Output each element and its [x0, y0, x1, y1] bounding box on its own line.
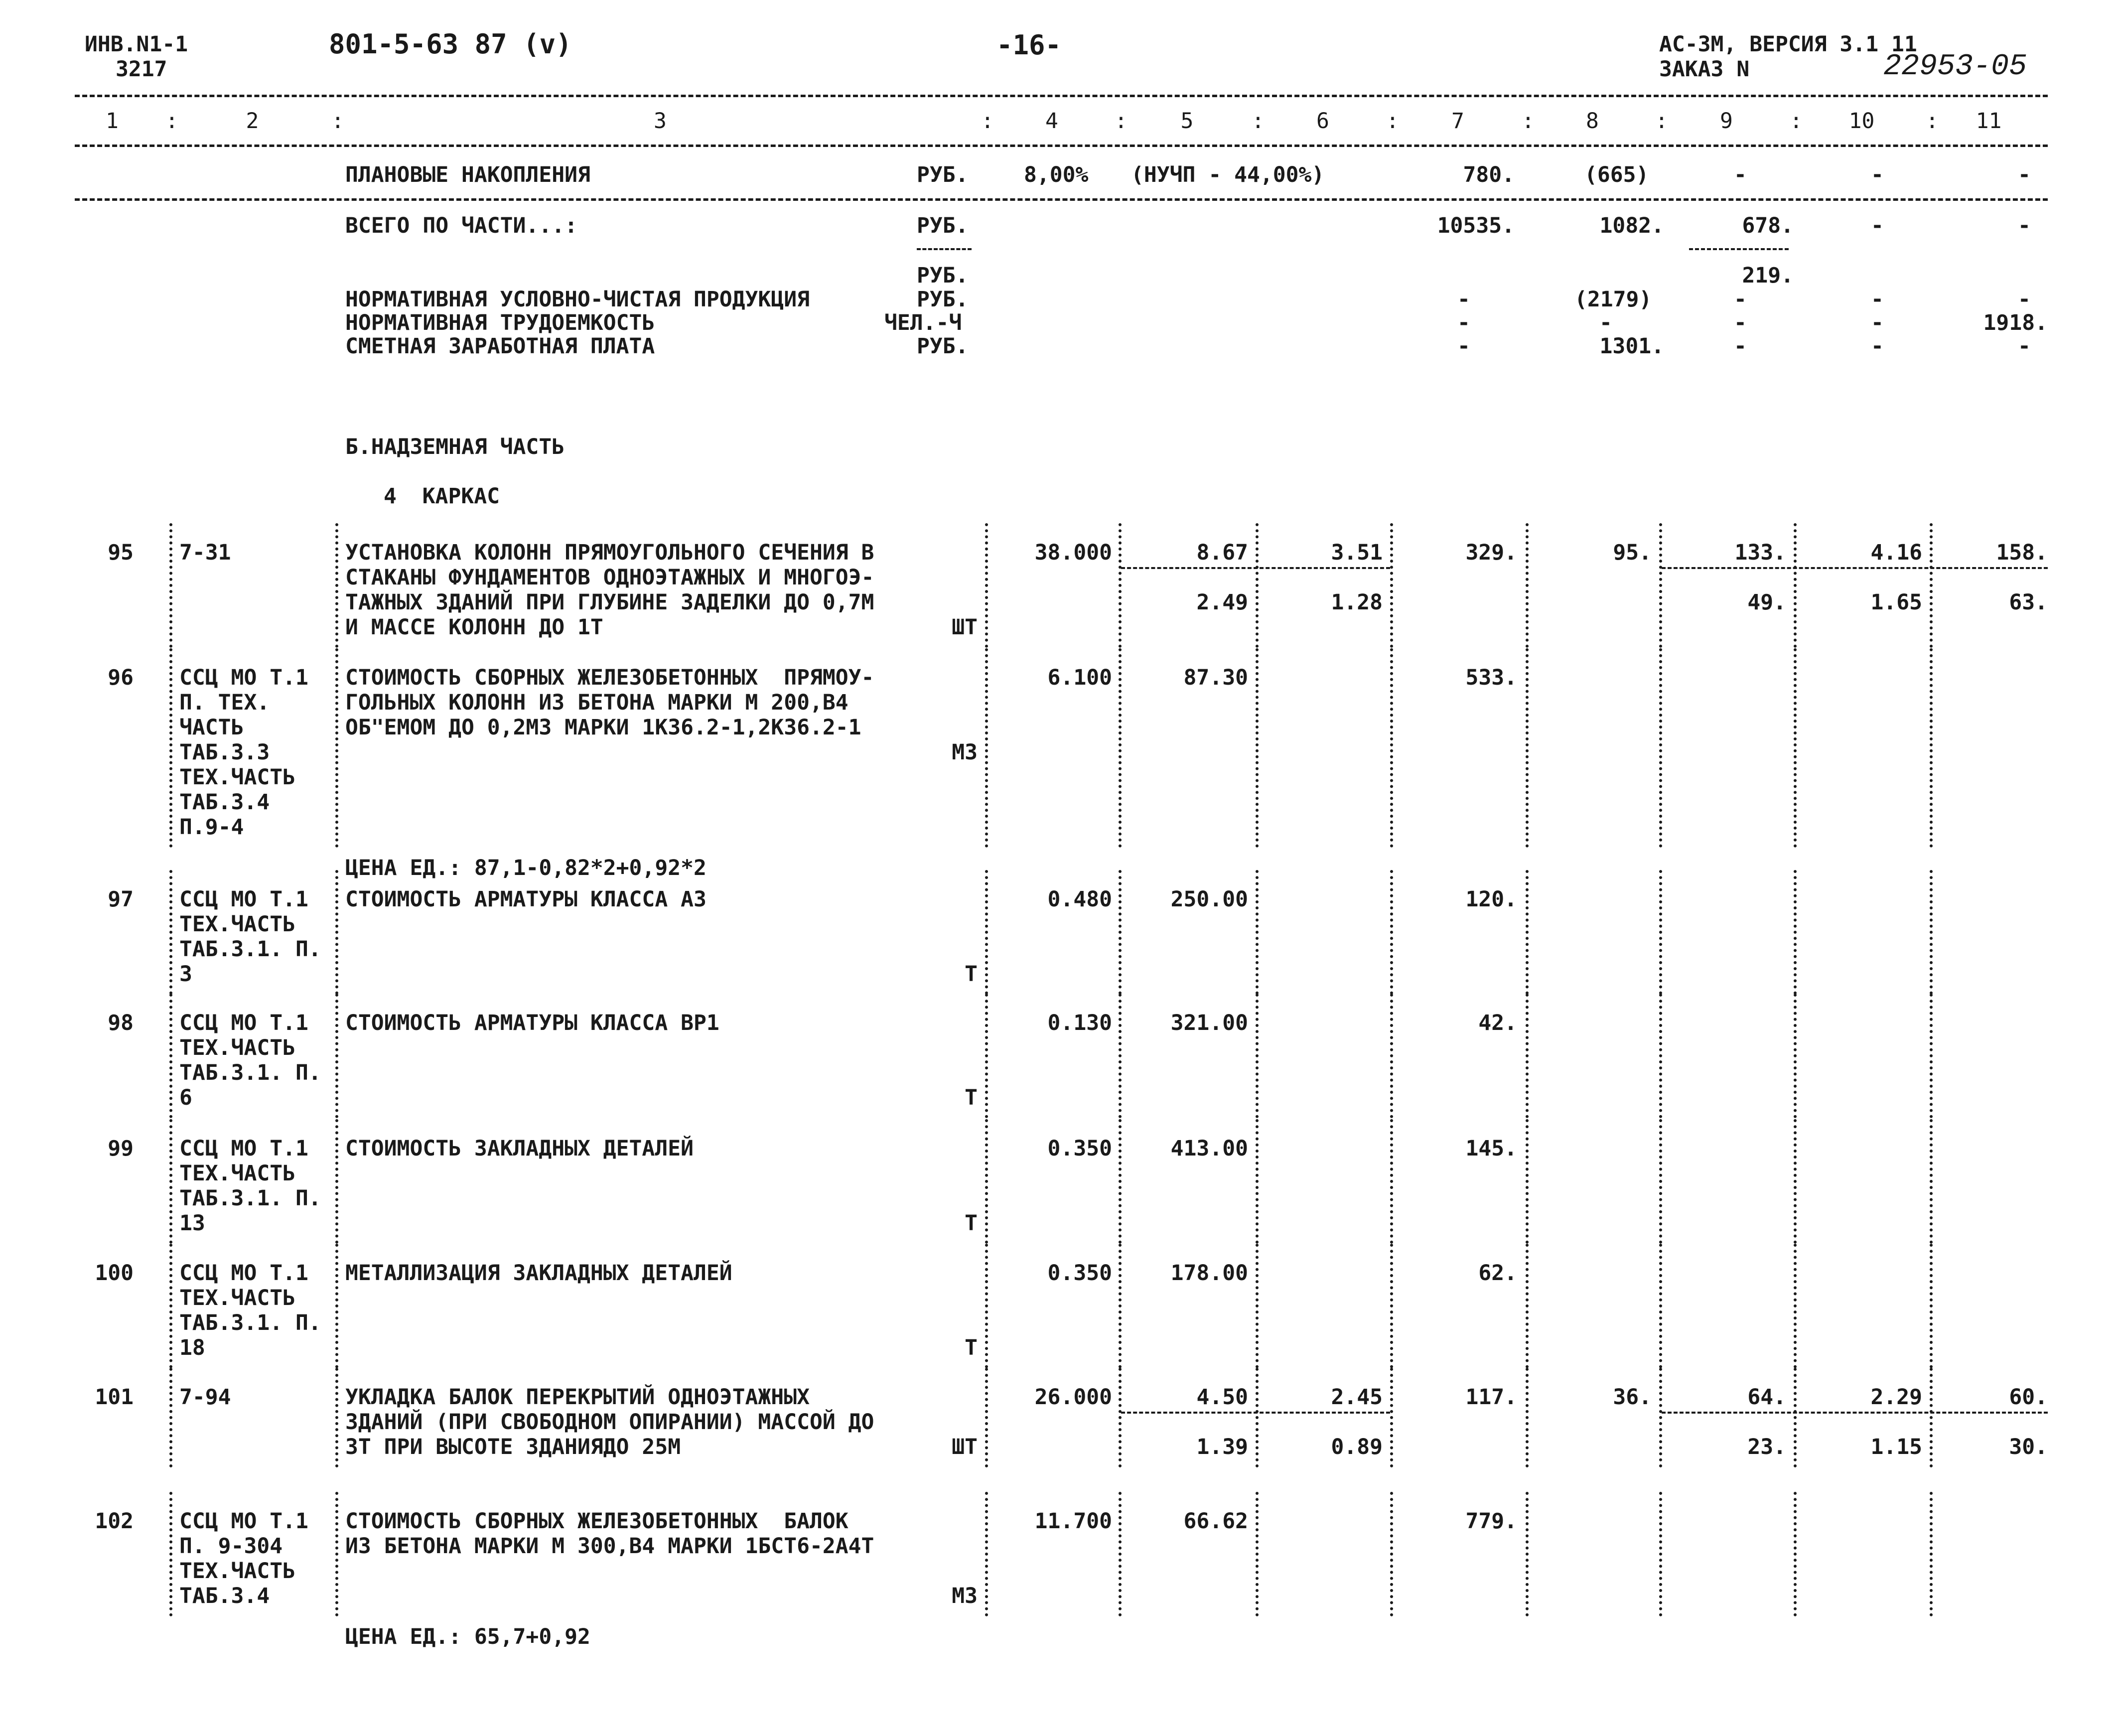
row-total: 533.	[1465, 665, 1517, 690]
row-unit: М3	[952, 1584, 978, 1608]
row-code: ССЦ МО Т.1	[179, 1011, 308, 1035]
row-unit-price-second: 2.49	[1196, 590, 1248, 615]
row-code: ТЕХ.ЧАСТЬ	[179, 1161, 295, 1186]
row-description: ОБ"ЕМОМ ДО 0,2М3 МАРКИ 1К36.2-1,2К36.2-1	[345, 715, 861, 740]
column-separator	[1930, 648, 1933, 848]
column-separator	[1659, 1244, 1662, 1368]
column-separator	[1526, 648, 1529, 848]
column-header-1: 1	[106, 109, 119, 134]
column-separator	[1930, 1244, 1933, 1368]
column-separator	[1256, 1492, 1259, 1616]
row-quantity: 0.350	[1047, 1261, 1112, 1286]
column-separator	[1526, 870, 1529, 995]
row-unit-price: 87.30	[1183, 665, 1248, 690]
row-total: 120.	[1465, 887, 1517, 912]
row-unit: М3	[952, 740, 978, 765]
nucp-c7: -	[1457, 287, 1470, 312]
row-c10: 2.29	[1870, 1385, 1922, 1410]
column-separator	[169, 523, 172, 648]
subsection-title: 4 КАРКАС	[384, 484, 500, 509]
row-unit-price: 250.00	[1170, 887, 1248, 912]
row-description: ЗДАНИЙ (ПРИ СВОБОДНОМ ОПИРАНИИ) МАССОЙ ДО	[345, 1410, 874, 1435]
row-code: ТАБ.3.1. П.	[179, 937, 321, 962]
nucp-c11: -	[2018, 287, 2031, 312]
row-c8: 95.	[1613, 540, 1652, 565]
column-header-7: 7	[1451, 109, 1464, 134]
row-description: ГОЛЬНЫХ КОЛОНН ИЗ БЕТОНА МАРКИ М 200,В4	[345, 690, 848, 715]
column-separator	[169, 870, 172, 995]
column-separator	[169, 1368, 172, 1467]
nucp-label: НОРМАТИВНАЯ УСЛОВНО-ЧИСТАЯ ПРОДУКЦИЯ	[345, 287, 810, 312]
labor-c9: -	[1734, 310, 1747, 335]
row-code: ТЕХ.ЧАСТЬ	[179, 1559, 295, 1584]
summary-rule	[75, 198, 2048, 201]
row-code: ТЕХ.ЧАСТЬ	[179, 1035, 295, 1060]
nucp-c8: (2179)	[1574, 287, 1652, 312]
row-c9-second: 23.	[1747, 1435, 1786, 1459]
row-code: ТАБ.3.1. П.	[179, 1310, 321, 1335]
labor-c7: -	[1457, 310, 1470, 335]
row-total: 62.	[1478, 1261, 1517, 1286]
row-total: 117.	[1465, 1385, 1517, 1410]
row-unit-price: 321.00	[1170, 1011, 1248, 1035]
row-description: УКЛАДКА БАЛОК ПЕРЕКРЫТИЙ ОДНОЭТАЖНЫХ	[345, 1385, 810, 1410]
row-description: И МАССЕ КОЛОНН ДО 1Т	[345, 615, 603, 640]
row-unit-price-formula: ЦЕНА ЕД.: 65,7+0,92	[345, 1624, 590, 1649]
row-number: 101	[95, 1385, 134, 1410]
row-unit-price-second: 1.39	[1196, 1435, 1248, 1459]
row-quantity: 38.000	[1034, 540, 1112, 565]
row-number: 98	[108, 1011, 134, 1035]
column-separator	[1794, 648, 1797, 848]
column-header-separator: :	[1790, 109, 1803, 134]
wage-c9: -	[1734, 334, 1747, 359]
column-separator	[169, 1492, 172, 1616]
plan-savings-unit: РУБ.	[917, 162, 969, 187]
plan-savings-nuchp: (НУЧП - 44,00%)	[1131, 162, 1325, 187]
row-unit: ШТ	[952, 615, 978, 640]
row-unit-price: 4.50	[1196, 1385, 1248, 1410]
column-header-2: 2	[246, 109, 259, 134]
row-description: УСТАНОВКА КОЛОНН ПРЯМОУГОЛЬНОГО СЕЧЕНИЯ В	[345, 540, 874, 565]
row-code: ССЦ МО Т.1	[179, 665, 308, 690]
value-divider	[1121, 567, 1390, 569]
column-separator	[335, 1368, 338, 1467]
column-separator	[169, 648, 172, 848]
column-header-separator: :	[1115, 109, 1128, 134]
column-separator	[169, 1119, 172, 1244]
row-c11: 158.	[1996, 540, 2048, 565]
row-description: ТАЖНЫХ ЗДАНИЙ ПРИ ГЛУБИНЕ ЗАДЕЛКИ ДО 0,7М	[345, 590, 874, 615]
system-version: АС-3М, ВЕРСИЯ 3.1 11	[1659, 32, 1917, 57]
order-label: ЗАКАЗ N	[1659, 57, 1750, 82]
row-unit-price: 178.00	[1170, 1261, 1248, 1286]
plan-savings-c7: 780.	[1463, 162, 1515, 187]
column-separator	[1256, 994, 1259, 1118]
row-code: 3	[179, 962, 192, 987]
plan-savings-label: ПЛАНОВЫЕ НАКОПЛЕНИЯ	[345, 162, 590, 187]
column-separator	[1930, 1492, 1933, 1616]
row-total: 42.	[1478, 1011, 1517, 1035]
column-separator	[335, 648, 338, 848]
column-header-4: 4	[1045, 109, 1058, 134]
row-description: СТОИМОСТЬ АРМАТУРЫ КЛАССА ВР1	[345, 1011, 719, 1035]
labor-c10: -	[1871, 310, 1884, 335]
row-code: П. ТЕХ.	[179, 690, 270, 715]
nucp-unit: РУБ.	[917, 287, 969, 312]
plan-savings-c9: -	[1734, 162, 1747, 187]
row-code: П. 9-304	[179, 1534, 283, 1559]
wage-c7: -	[1457, 334, 1470, 359]
column-separator	[1794, 1119, 1797, 1244]
wage-c8: 1301.	[1599, 334, 1664, 359]
wage-label: СМЕТНАЯ ЗАРАБОТНАЯ ПЛАТА	[345, 334, 655, 359]
row-c10-second: 1.65	[1870, 590, 1922, 615]
row-unit: Т	[965, 962, 978, 987]
column-separator	[1526, 1492, 1529, 1616]
row-unit: Т	[965, 1085, 978, 1110]
column-header-5: 5	[1180, 109, 1194, 134]
row-unit: Т	[965, 1335, 978, 1360]
column-header-separator: :	[1655, 109, 1668, 134]
column-separator	[335, 1244, 338, 1368]
column-separator	[1526, 1119, 1529, 1244]
column-separator	[1526, 1244, 1529, 1368]
column-separator	[169, 1244, 172, 1368]
row-code: 6	[179, 1085, 192, 1110]
labor-c11: 1918.	[1983, 310, 2048, 335]
column-separator	[1659, 870, 1662, 995]
row-c6-second: 1.28	[1331, 590, 1383, 615]
row-number: 99	[108, 1136, 134, 1161]
plan-savings-percent: 8,00%	[1024, 162, 1089, 187]
total-c10: -	[1871, 213, 1884, 238]
total-c9: 678.	[1742, 213, 1794, 238]
row-description: МЕТАЛЛИЗАЦИЯ ЗАКЛАДНЫХ ДЕТАЛЕЙ	[345, 1261, 732, 1286]
column-separator	[1256, 1244, 1259, 1368]
order-number: 22953-05	[1883, 50, 2027, 84]
column-separator	[1526, 1368, 1529, 1467]
plan-savings-c8: (665)	[1584, 162, 1649, 187]
column-separator	[1659, 994, 1662, 1118]
wage-c11: -	[2018, 334, 2031, 359]
total-c7: 10535.	[1437, 213, 1515, 238]
row-unit-price: 8.67	[1196, 540, 1248, 565]
total-c11: -	[2018, 213, 2031, 238]
row-unit-price-formula: ЦЕНА ЕД.: 87,1-0,82*2+0,92*2	[345, 856, 706, 880]
labor-c8: -	[1599, 310, 1612, 335]
column-header-3: 3	[654, 109, 667, 134]
row-c11-second: 30.	[2009, 1435, 2048, 1459]
value-divider	[1662, 1412, 2048, 1414]
header-rule-top	[75, 95, 2048, 97]
column-separator	[985, 1368, 988, 1467]
row-c6: 3.51	[1331, 540, 1383, 565]
row-code: 7-94	[179, 1385, 231, 1410]
row-description: СТОИМОСТЬ ЗАКЛАДНЫХ ДЕТАЛЕЙ	[345, 1136, 694, 1161]
column-header-separator: :	[1252, 109, 1265, 134]
column-header-11: 11	[1976, 109, 2002, 134]
row-c8: 36.	[1613, 1385, 1652, 1410]
row-c9: 64.	[1747, 1385, 1786, 1410]
row-code: ТАБ.3.4	[179, 1584, 270, 1608]
column-header-separator: :	[1386, 109, 1399, 134]
row-description: СТОИМОСТЬ СБОРНЫХ ЖЕЛЕЗОБЕТОННЫХ ПРЯМОУ-	[345, 665, 874, 690]
column-separator	[1256, 648, 1259, 848]
row-code: ЧАСТЬ	[179, 715, 244, 740]
row-description: 3Т ПРИ ВЫСОТЕ ЗДАНИЯДО 25М	[345, 1435, 681, 1459]
row-description: ИЗ БЕТОНА МАРКИ М 300,В4 МАРКИ 1БСТ6-2А4Т	[345, 1534, 874, 1559]
total-unit: РУБ.	[917, 213, 969, 238]
column-separator	[335, 1119, 338, 1244]
row-code: ТАБ.3.4	[179, 790, 270, 815]
total-c8: 1082.	[1599, 213, 1664, 238]
labor-label: НОРМАТИВНАЯ ТРУДОЕМКОСТЬ	[345, 310, 655, 335]
column-separator	[169, 994, 172, 1118]
row-code: ТЕХ.ЧАСТЬ	[179, 765, 295, 790]
row-code: ССЦ МО Т.1	[179, 1509, 308, 1534]
column-separator	[335, 994, 338, 1118]
column-separator	[335, 870, 338, 995]
column-separator	[1659, 1119, 1662, 1244]
row-unit: ШТ	[952, 1435, 978, 1459]
row-quantity: 11.700	[1034, 1509, 1112, 1534]
row-c6: 2.45	[1331, 1385, 1383, 1410]
total-label: ВСЕГО ПО ЧАСТИ...:	[345, 213, 577, 238]
column-separator	[1794, 1244, 1797, 1368]
column-header-6: 6	[1316, 109, 1329, 134]
row-number: 102	[95, 1509, 134, 1534]
row-c11: 60.	[2009, 1385, 2048, 1410]
row-code: ТАБ.3.3	[179, 740, 270, 765]
row-code: ТАБ.3.1. П.	[179, 1186, 321, 1211]
row-code: ССЦ МО Т.1	[179, 1136, 308, 1161]
nucp-c9: -	[1734, 287, 1747, 312]
row-number: 96	[108, 665, 134, 690]
column-separator	[335, 1492, 338, 1616]
column-header-separator: :	[331, 109, 344, 134]
row-number: 100	[95, 1261, 134, 1286]
row-code: ТЕХ.ЧАСТЬ	[179, 912, 295, 937]
row-c10-second: 1.15	[1870, 1435, 1922, 1459]
column-header-separator: :	[165, 109, 178, 134]
column-separator	[1659, 648, 1662, 848]
row-description: СТОИМОСТЬ СБОРНЫХ ЖЕЛЕЗОБЕТОННЫХ БАЛОК	[345, 1509, 848, 1534]
inventory-label: ИНВ.N1-1	[85, 32, 188, 57]
column-separator	[1794, 1492, 1797, 1616]
row-total: 779.	[1465, 1509, 1517, 1534]
column-header-9: 9	[1720, 109, 1733, 134]
column-separator	[1930, 994, 1933, 1118]
column-separator	[1526, 994, 1529, 1118]
row-code: ССЦ МО Т.1	[179, 887, 308, 912]
header-rule-bottom	[75, 145, 2048, 147]
total-unit-2: РУБ.	[917, 263, 969, 288]
total-unit-divider	[917, 248, 972, 250]
row-unit-price: 413.00	[1170, 1136, 1248, 1161]
wage-c10: -	[1871, 334, 1884, 359]
row-description: СТОИМОСТЬ АРМАТУРЫ КЛАССА А3	[345, 887, 706, 912]
column-separator	[1794, 994, 1797, 1118]
document-code: 801-5-63 87 (v)	[329, 28, 572, 60]
column-separator	[1256, 870, 1259, 995]
total-c9-second: 219.	[1742, 263, 1794, 288]
row-number: 97	[108, 887, 134, 912]
row-code: 7-31	[179, 540, 231, 565]
row-c11-second: 63.	[2009, 590, 2048, 615]
row-unit: Т	[965, 1211, 978, 1236]
column-separator	[1390, 1368, 1393, 1467]
row-quantity: 0.350	[1047, 1136, 1112, 1161]
column-separator	[1794, 870, 1797, 995]
column-header-10: 10	[1848, 109, 1875, 134]
row-total: 329.	[1465, 540, 1517, 565]
row-total: 145.	[1465, 1136, 1517, 1161]
wage-unit: РУБ.	[917, 334, 969, 359]
value-divider	[1662, 567, 2048, 569]
row-quantity: 26.000	[1034, 1385, 1112, 1410]
column-header-separator: :	[1926, 109, 1939, 134]
row-description: СТАКАНЫ ФУНДАМЕНТОВ ОДНОЭТАЖНЫХ И МНОГОЭ-	[345, 565, 874, 590]
value-divider	[1121, 1412, 1390, 1414]
row-code: 13	[179, 1211, 205, 1236]
row-code: 18	[179, 1335, 205, 1360]
column-separator	[1930, 870, 1933, 995]
column-separator	[1256, 1119, 1259, 1244]
row-c10: 4.16	[1870, 540, 1922, 565]
column-separator	[1659, 1492, 1662, 1616]
column-header-separator: :	[981, 109, 994, 134]
total-c9-divider	[1689, 248, 1789, 250]
plan-savings-c10: -	[1871, 162, 1884, 187]
row-unit-price: 66.62	[1183, 1509, 1248, 1534]
nucp-c10: -	[1871, 287, 1884, 312]
row-c9-second: 49.	[1747, 590, 1786, 615]
plan-savings-c11: -	[2018, 162, 2031, 187]
page-number: -16-	[996, 29, 1062, 61]
labor-unit: ЧЕЛ.-Ч	[884, 310, 962, 335]
row-code: ССЦ МО Т.1	[179, 1261, 308, 1286]
row-number: 95	[108, 540, 134, 565]
column-header-separator: :	[1522, 109, 1535, 134]
row-quantity: 6.100	[1047, 665, 1112, 690]
row-c9: 133.	[1734, 540, 1786, 565]
column-separator	[335, 523, 338, 648]
row-code: ТАБ.3.1. П.	[179, 1060, 321, 1085]
section-title: Б.НАДЗЕМНАЯ ЧАСТЬ	[345, 434, 565, 459]
column-header-8: 8	[1586, 109, 1599, 134]
row-quantity: 0.480	[1047, 887, 1112, 912]
inventory-number: 3217	[116, 57, 167, 82]
row-c6-second: 0.89	[1331, 1435, 1383, 1459]
row-code: ТЕХ.ЧАСТЬ	[179, 1286, 295, 1310]
row-code: П.9-4	[179, 815, 244, 840]
row-quantity: 0.130	[1047, 1011, 1112, 1035]
column-separator	[1930, 1119, 1933, 1244]
